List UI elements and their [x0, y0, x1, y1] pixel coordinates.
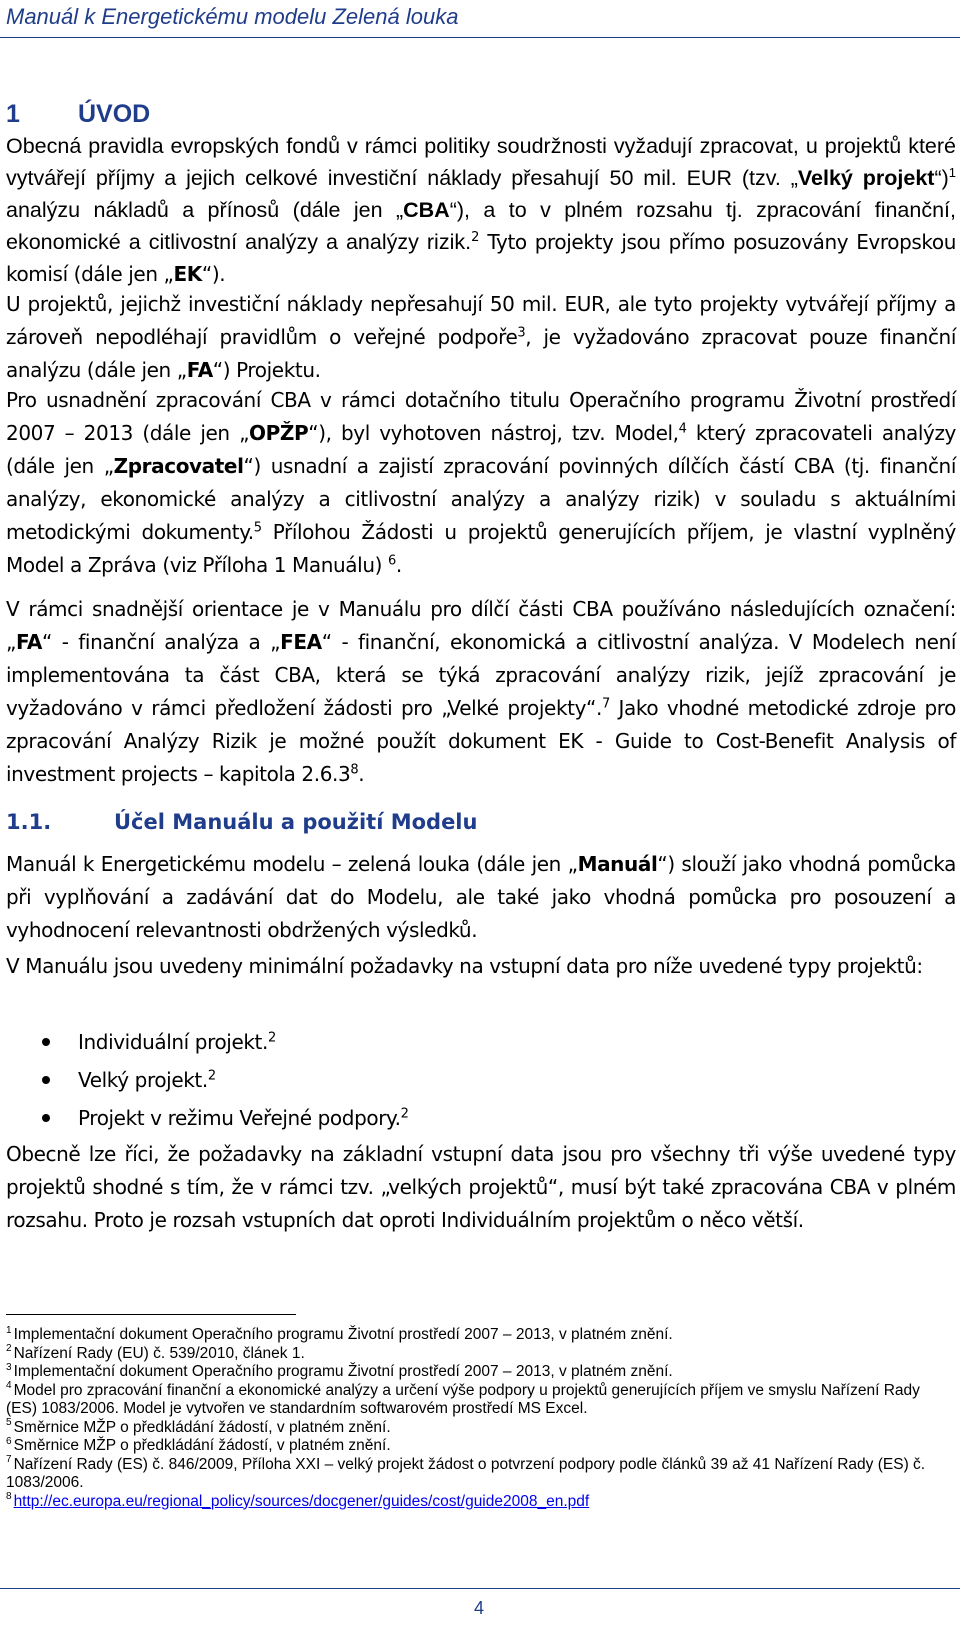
- project-type-list: [6, 1023, 906, 1137]
- footnote-ref-1[interactable]: 1: [948, 164, 956, 180]
- term-opzp: OPŽP: [249, 421, 309, 445]
- paragraph-requirements: V Manuálu jsou uvedeny minimální požadavky na vstupní data pro níže uvedené typy projektů:: [6, 954, 923, 978]
- list-item: [6, 1099, 906, 1137]
- footnote-text: Implementační dokument Operačního programu Životní prostředí 2007 – 2013, v platném znění.: [13, 1326, 673, 1343]
- text-run: “ - finanční analýza a „: [42, 630, 281, 654]
- footer-divider: [0, 1588, 960, 1589]
- footnote-ref-4[interactable]: 4: [678, 421, 687, 437]
- text-run: V rámci snadnější orientace je v Manuálu pro dílčí části CBA používáno následujících označení: „: [6, 597, 956, 654]
- text-run: Pro usnadnění zpracování CBA v rámci dotačního titulu Operačního programu Životní prostředí 2007 – 2013 (dále jen „: [6, 388, 956, 445]
- paragraph-notation: [6, 593, 956, 791]
- section-number: 1: [6, 100, 20, 128]
- section-heading-1: [6, 100, 150, 129]
- text-run: analýzu nákladů a přínosů (dále jen „: [6, 198, 404, 222]
- footnote-ref-2[interactable]: 2: [207, 1068, 216, 1084]
- term-manual: Manuál: [577, 852, 658, 876]
- text-run: U projektů, jejichž investiční náklady nepřesahují 50 mil. EUR, ale tyto projekty vytvářejí příjmy a zároveň nepodléhají pravidlům o veřejné podpoře: [6, 292, 956, 349]
- list-item-text: Projekt v režimu Veřejné podpory.: [78, 1106, 401, 1130]
- term-cba: CBA: [403, 198, 450, 222]
- footnote-item: [6, 1437, 954, 1456]
- text-run: “), a to v plném rozsahu tj. zpracování finanční, ekonomické a citlivostní analýzy a analýzy rizik.: [6, 198, 956, 254]
- text-run: “) usnadní a zajistí zpracování povinných dílčích částí CBA (tj. finanční analýzy, ekonomické analýzy a citlivostní analýzy a analýzy rizik) v souladu s aktuálními metodickými dokumenty.: [6, 454, 956, 544]
- term-fa: FA: [15, 630, 43, 654]
- term-fa: FA: [186, 358, 213, 382]
- text-run: Tyto projekty jsou přímo posuzovány Evropskou komisí (dále jen „: [6, 230, 956, 286]
- text-run: Obecná pravidla evropských fondů v rámci politiky soudržnosti vyžadují zpracovat, u projektů které vytvářejí příjmy a jejich celkové investiční náklady přesahují 50 mil. EUR (tzv. „: [6, 134, 956, 190]
- section-number: 1.1.: [6, 810, 52, 834]
- footnote-text: Nařízení Rady (EU) č. 539/2010, článek 1.: [13, 1344, 305, 1362]
- bullet-icon: [42, 1114, 50, 1122]
- footnote-item: [6, 1456, 954, 1493]
- footnote-text: Implementační dokument Operačního programu Životní prostředí 2007 – 2013, v platném znění.: [13, 1363, 673, 1380]
- text-run: “ - finanční, ekonomická a citlivostní analýza. V Modelech není implementována ta část CBA, která se týká zpracování analýzy rizik, jejíž zpracování je vyžadováno v rámci předložení žádosti pro „Velké projekty“.: [6, 630, 957, 720]
- footnote-number: 2: [6, 1343, 12, 1355]
- footnote-number: 8: [6, 1491, 12, 1503]
- footnote-number: 6: [6, 1435, 12, 1447]
- footnote-text: Nařízení Rady (ES) č. 846/2009, Příloha XXI – velký projekt žádost o potvrzení podpory podle článků 39 až 41 Nařízení Rady (ES) č. 1083/2006.: [6, 1455, 926, 1491]
- term-velky-projekt: Velký projekt: [797, 166, 935, 190]
- footnote-text: Směrnice MŽP o předkládání žádostí, v platném znění.: [13, 1418, 391, 1436]
- text-run: “): [934, 166, 949, 190]
- guide-link[interactable]: http://ec.europa.eu/regional_policy/sources/docgener/guides/cost/guide2008_en.pdf: [13, 1492, 590, 1510]
- footnotes: [6, 1326, 954, 1511]
- footnote-item: [6, 1419, 954, 1438]
- footnote-item: [6, 1345, 954, 1364]
- footnote-ref-2[interactable]: 2: [471, 229, 480, 245]
- footnote-text: Model pro zpracování finanční a ekonomické analýzy a určení výše podpory u projektů generujících příjem ve smyslu Nařízení Rady (ES) 1083/2006. Model je vytvořen ve standardním softwarovém prostředí MS Excel.: [6, 1381, 920, 1417]
- footnote-ref-2[interactable]: 2: [267, 1030, 276, 1046]
- text-run: Jako vhodné metodické zdroje pro zpracování Analýzy Rizik je možné použít dokument EK - Guide to Cost-Benefit Analysis of investment projects – kapitola 2.6.3: [6, 696, 957, 786]
- paragraph-conclusion: Obecně lze říci, že požadavky na základní vstupní data jsou pro všechny tři výše uvedené typy projektů shodné s tím, že v rámci tzv. „velkých projektů“, musí být také zpracována CBA v plném rozsahu. Proto je rozsah vstupních dat oproti Individuálním projektům o něco větší.: [6, 1142, 956, 1232]
- footnote-ref-8[interactable]: 8: [350, 762, 359, 778]
- list-item-text: Velký projekt.: [78, 1068, 208, 1092]
- text-run: , je vyžadováno zpracovat pouze finanční analýzu (dále jen „: [6, 325, 956, 382]
- footnote-number: 4: [6, 1380, 12, 1392]
- text-run: “) slouží jako vhodná pomůcka při vyplňování a zadávání dat do Modelu, ale také jako vhodná pomůcka pro posouzení a vyhodnocení relevantnosti obdržených výsledků.: [6, 852, 956, 942]
- text-run: “).: [201, 262, 226, 286]
- footnote-number: 3: [6, 1361, 12, 1373]
- header-divider: [0, 37, 960, 38]
- list-item-text: Individuální projekt.: [78, 1030, 268, 1054]
- running-header: Manuál k Energetickému modelu Zelená louka: [6, 4, 459, 29]
- bullet-icon: [42, 1038, 50, 1046]
- bullet-icon: [42, 1076, 50, 1084]
- term-zpracovatel: Zpracovatel: [113, 454, 244, 478]
- footnote-divider: [6, 1314, 296, 1315]
- term-fea: FEA: [280, 630, 322, 654]
- footnote-number: 1: [6, 1324, 12, 1336]
- footnote-text: Směrnice MŽP o předkládání žádostí, v platném znění.: [13, 1437, 391, 1454]
- paragraph-fa-projects: [6, 288, 956, 387]
- text-run: který zpracovateli analýzy (dále jen „: [6, 421, 956, 478]
- paragraph-intro: [6, 130, 956, 290]
- text-run: Manuál k Energetickému modelu – zelená louka (dále jen „: [6, 852, 578, 876]
- footnote-ref-6[interactable]: 6: [387, 553, 396, 569]
- footnote-ref-5[interactable]: 5: [253, 520, 262, 536]
- text-run: .: [395, 553, 402, 577]
- footnote-item: [6, 1326, 954, 1345]
- text-run: “), byl vyhotoven nástroj, tzv. Model,: [308, 421, 679, 445]
- list-item: [6, 1061, 906, 1099]
- text-run: .: [358, 762, 365, 786]
- section-heading-1-1: [6, 810, 477, 834]
- page-number: 4: [474, 1598, 485, 1618]
- paragraph-manual-purpose: [6, 848, 956, 947]
- footnote-item: [6, 1363, 954, 1382]
- footnote-ref-2[interactable]: 2: [400, 1106, 409, 1122]
- paragraph-model-tool: [6, 384, 956, 582]
- section-title: Účel Manuálu a použití Modelu: [114, 810, 478, 834]
- footnote-item: [6, 1493, 954, 1512]
- list-item: [6, 1023, 906, 1061]
- footnote-ref-3[interactable]: 3: [517, 325, 526, 341]
- footnote-item: [6, 1382, 954, 1419]
- text-run: “) Projektu.: [212, 358, 321, 382]
- section-title: ÚVOD: [78, 100, 151, 128]
- footnote-number: 5: [6, 1417, 12, 1429]
- footnote-ref-7[interactable]: 7: [601, 696, 610, 712]
- text-run: Přílohou Žádosti u projektů generujících příjem, je vlastní vyplněný Model a Zpráva (viz Příloha 1 Manuálu): [6, 520, 956, 577]
- footnote-number: 7: [6, 1454, 12, 1466]
- term-ek: EK: [173, 262, 202, 286]
